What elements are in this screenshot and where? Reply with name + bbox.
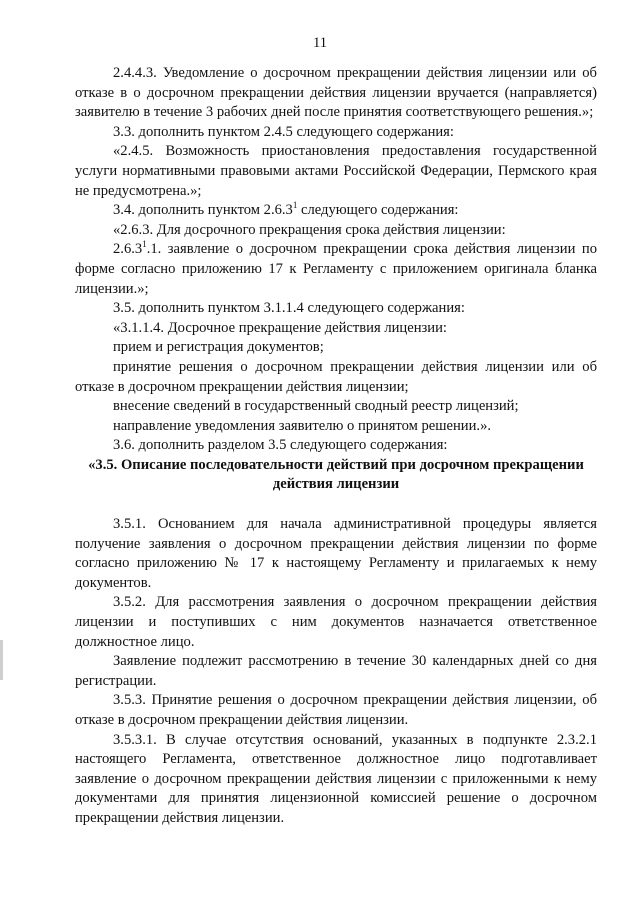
paragraph-3-5: 3.5. дополнить пунктом 3.1.1.4 следующего содержания:	[113, 300, 465, 317]
paragraph-2-6-3-1-1-number: 2.6.3	[113, 241, 143, 258]
paragraph-review-period: Заявление подлежит рассмотрению в течение 30 календарных дней со дня регистрации.	[75, 653, 597, 689]
list-item-registry: внесение сведений в государственный сводный реестр лицензий;	[113, 398, 519, 415]
paragraph-3-5-2: 3.5.2. Для рассмотрения заявления о досрочном прекращении действия лицензии и поступивших с ним документов назначается ответственное должностное лицо.	[75, 594, 597, 650]
blank-line	[75, 495, 597, 515]
list-item-reception: прием и регистрация документов;	[113, 339, 324, 356]
paragraph-3-4	[75, 201, 597, 221]
paragraph-3-5-1: 3.5.1. Основанием для начала административной процедуры является получение заявления о досрочном прекращении действия лицензии по форме согласно приложению № 17 к настоящему Регламенту и прилагаемых к нему документов.	[75, 516, 597, 591]
superscript-one: 1	[142, 239, 147, 250]
paragraph-2-6-3-1-1-text: .1. заявление о досрочном прекращении срока действия лицензии по форме согласно приложению 17 к Регламенту с приложением оригинала бланка лицензии.»;	[75, 241, 597, 297]
scan-edge-mark	[0, 640, 3, 680]
list-item-decision: принятие решения о досрочном прекращении действия лицензии или об отказе в досрочном прекращении действия лицензии;	[75, 358, 597, 395]
section-heading-3-5: «3.5. Описание последовательности действий при досрочном прекращении действия лицензии	[88, 456, 584, 493]
page-number: 11	[312, 35, 328, 51]
paragraph-3-5-3: 3.5.3. Принятие решения о досрочном прекращении действия лицензии, об отказе в досрочном прекращении действия лицензии.	[75, 692, 597, 728]
paragraph-2-4-5: «2.4.5. Возможность приостановления предоставления государственной услуги нормативными правовыми актами Российской Федерации, Пермского края не предусмотрена.»;	[75, 143, 597, 199]
document-body	[75, 64, 597, 829]
superscript-one: 1	[292, 200, 298, 211]
list-item-notification: направление уведомления заявителю о принятом решении.».	[113, 417, 492, 434]
paragraph-3-1-1-4: «3.1.1.4. Досрочное прекращение действия лицензии:	[113, 319, 447, 336]
paragraph-2-6-3: «2.6.3. Для досрочного прекращения срока действия лицензии:	[113, 221, 506, 238]
paragraph-2-4-4-3: 2.4.4.3. Уведомление о досрочном прекращении действия лицензии или об отказе в о досрочном прекращении действия лицензии вручается (направляется) заявителю в течение 3 рабочих дней после принятия соответствующего решения.»;	[75, 65, 597, 121]
paragraph-3-3: 3.3. дополнить пунктом 2.4.5 следующего содержания:	[113, 123, 454, 140]
paragraph-3-5-3-1: 3.5.3.1. В случае отсутствия оснований, указанных в подпункте 2.3.2.1 настоящего Регламента, ответственное должностное лицо подготавливает заявление о досрочном прекращении действия лицензии с приложенными к нему документами для принятия лицензионной комиссией решение о досрочном прекращении действия лицензии.	[75, 731, 597, 826]
paragraph-3-4-text-end: следующего содержания:	[297, 202, 459, 219]
paragraph-3-4-text: 3.4. дополнить пунктом 2.6.3	[113, 202, 293, 219]
paragraph-2-6-3-1-1	[75, 240, 597, 299]
paragraph-3-6: 3.6. дополнить разделом 3.5 следующего содержания:	[113, 437, 448, 454]
